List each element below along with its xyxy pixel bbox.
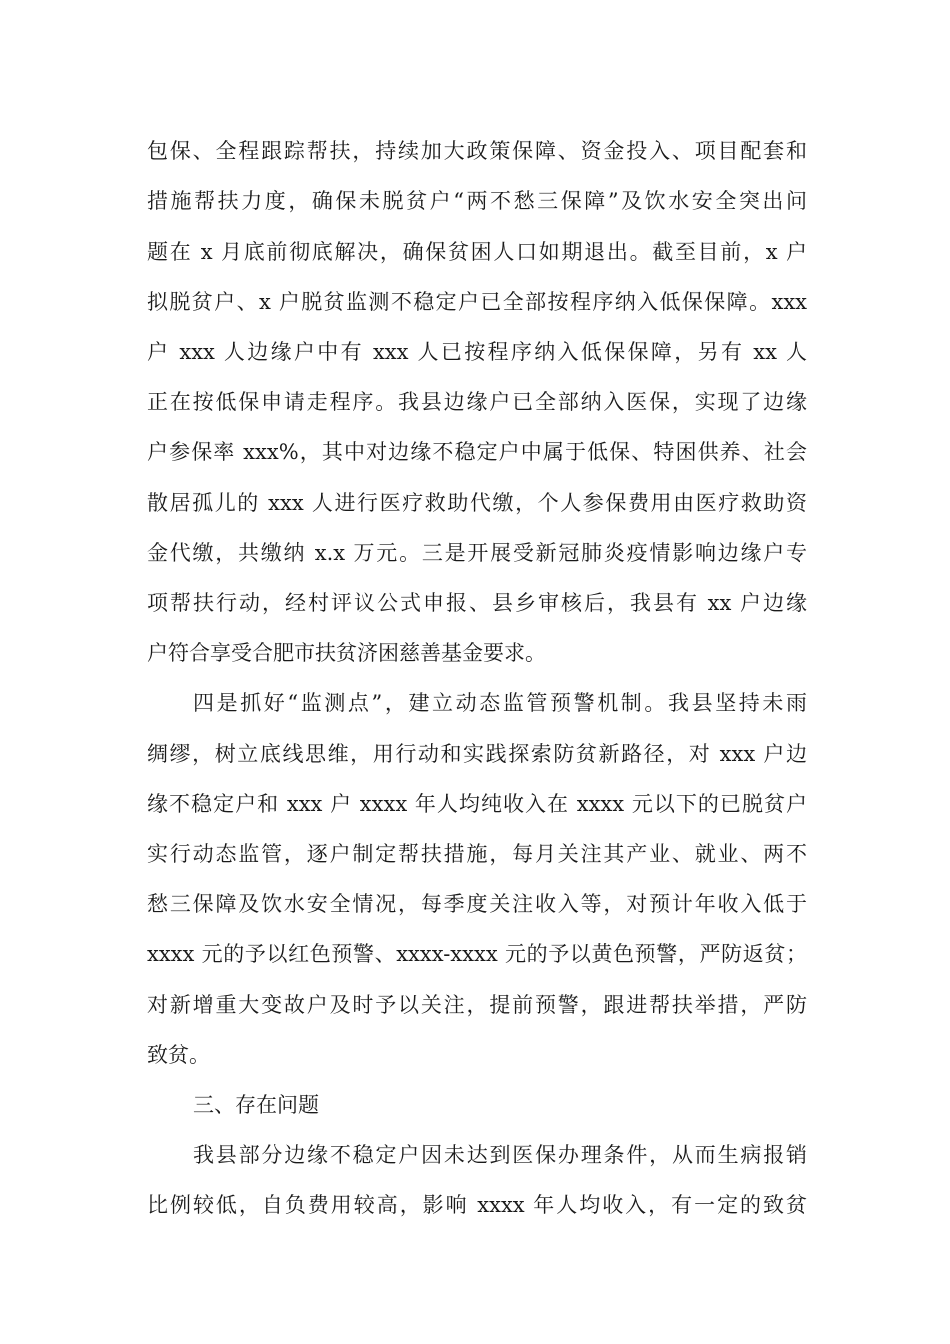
text-line: 户参保率 xxx%，其中对边缘不稳定户中属于低保、特困供养、社会: [147, 440, 807, 464]
text-line: 绸缪，树立底线思维，用行动和实践探索防贫新路径，对 xxx 户边: [147, 742, 807, 766]
text-line: 户 xxx 人边缘户中有 xxx 人已按程序纳入低保保障，另有 xx 人: [147, 340, 807, 364]
text-line: 散居孤儿的 xxx 人进行医疗救助代缴，个人参保费用由医疗救助资: [147, 491, 807, 515]
text-line: 包保、全程跟踪帮扶，持续加大政策保障、资金投入、项目配套和: [147, 139, 807, 163]
text-line: 户符合享受合肥市扶贫济困慈善基金要求。: [147, 641, 546, 665]
section-heading: 三、存在问题: [193, 1093, 319, 1117]
text-line: 金代缴，共缴纳 x.x 万元。三是开展受新冠肺炎疫情影响边缘户专: [147, 541, 807, 565]
text-line: 题在 x 月底前彻底解决，确保贫困人口如期退出。截至目前，x 户: [147, 240, 807, 264]
text-line: 措施帮扶力度，确保未脱贫户“两不愁三保障”及饮水安全突出问: [147, 189, 807, 213]
text-line: 愁三保障及饮水安全情况，每季度关注收入等，对预计年收入低于: [147, 892, 807, 916]
text-line: 对新增重大变故户及时予以关注，提前预警，跟进帮扶举措，严防: [147, 993, 807, 1017]
text-line: xxxx 元的予以红色预警、xxxx-xxxx 元的予以黄色预警，严防返贫；: [147, 942, 807, 966]
text-line: 实行动态监管，逐户制定帮扶措施，每月关注其产业、就业、两不: [147, 842, 807, 866]
text-line: 比例较低，自负费用较高，影响 xxxx 年人均收入，有一定的致贫: [147, 1193, 807, 1217]
text-line: 缘不稳定户和 xxx 户 xxxx 年人均纯收入在 xxxx 元以下的已脱贫户: [147, 792, 807, 816]
text-line: 致贫。: [147, 1043, 210, 1067]
text-line: 项帮扶行动，经村评议公式申报、县乡审核后，我县有 xx 户边缘: [147, 591, 807, 615]
paragraph-first-line: 我县部分边缘不稳定户因未达到医保办理条件，从而生病报销: [193, 1143, 807, 1167]
text-line: 正在按低保申请走程序。我县边缘户已全部纳入医保，实现了边缘: [147, 390, 807, 414]
paragraph-first-line: 四是抓好“监测点”，建立动态监管预警机制。我县坚持未雨: [193, 691, 807, 715]
text-line: 拟脱贫户、x 户脱贫监测不稳定户已全部按程序纳入低保保障。xxx: [147, 290, 807, 314]
